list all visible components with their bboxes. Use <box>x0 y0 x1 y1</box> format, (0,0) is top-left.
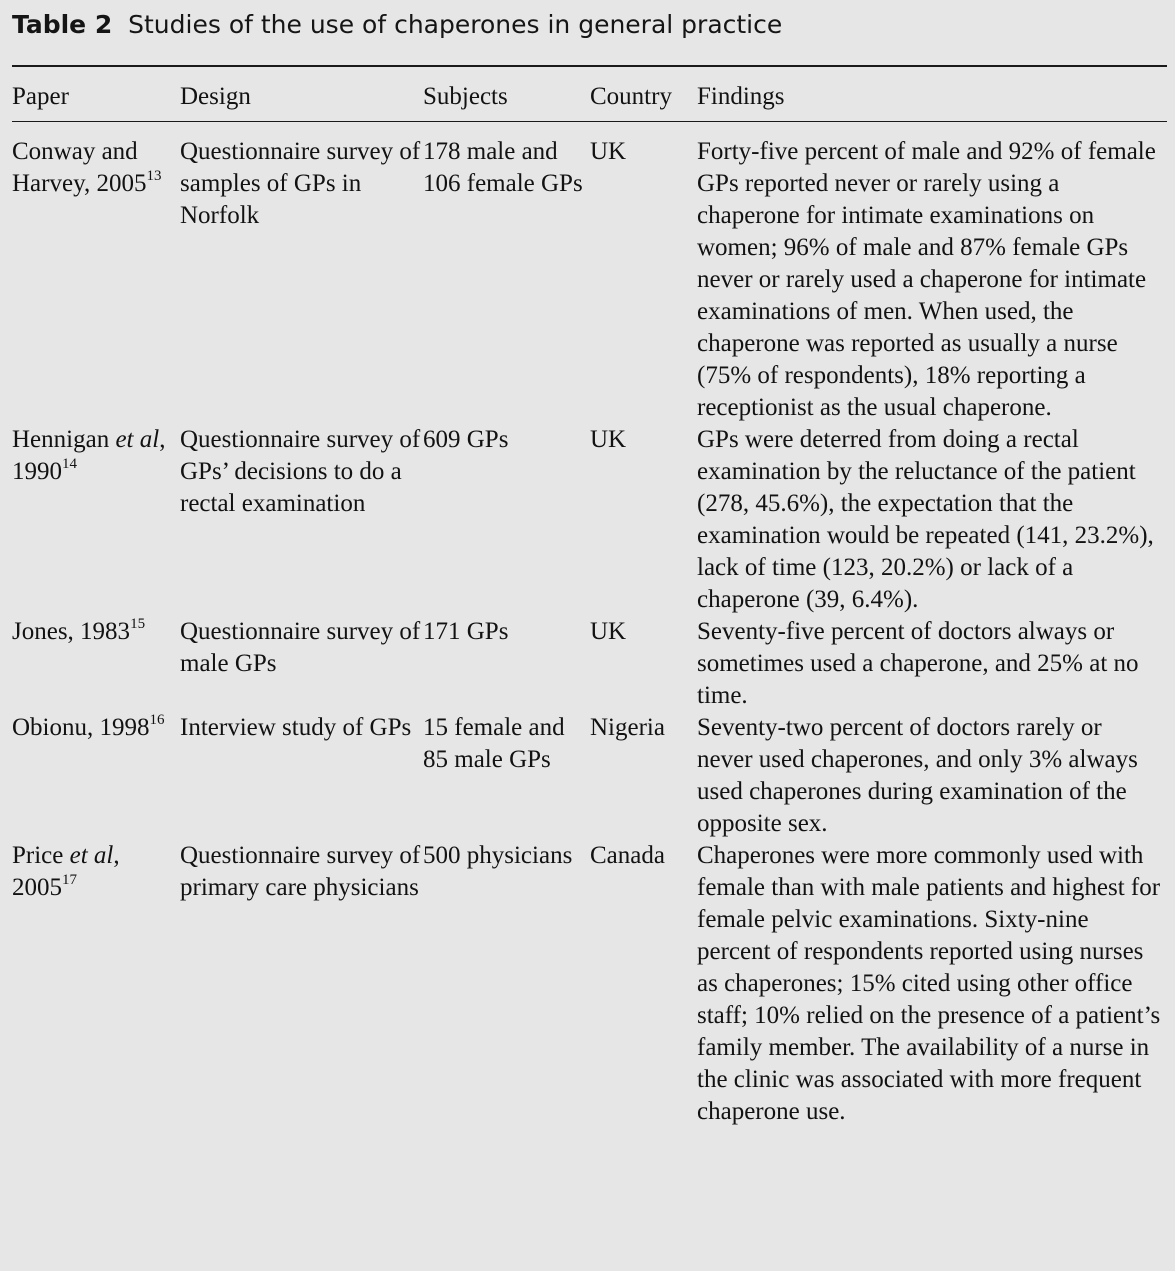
cell-subjects: 178 male and 106 female GPs <box>423 138 583 197</box>
cell-country: Nigeria <box>590 714 665 741</box>
table-caption <box>12 8 782 42</box>
cell-country: Canada <box>590 842 665 869</box>
cell-design: Questionnaire survey of primary care physicians <box>180 842 421 901</box>
cell-findings: Forty-five percent of male and 92% of female GPs reported never or rarely using a chaperone for intimate examinations on women; 96% of male and 87% female GPs never or rarely used a chaperone for intimate examinations of men. When used, the chaperone was reported as usually a nurse (75% of respondents), 18% reporting a receptionist as the usual chaperone. <box>697 138 1156 421</box>
reference-number: 14 <box>62 456 77 472</box>
table-row <box>12 122 1162 424</box>
studies-table <box>12 78 1162 1128</box>
column-header-country: Country <box>590 83 672 110</box>
reference-number: 15 <box>130 616 146 632</box>
cell-country: UK <box>590 618 627 645</box>
table-row <box>12 712 1162 840</box>
column-header-design: Design <box>180 83 251 110</box>
reference-number: 16 <box>149 712 165 728</box>
cell-design: Interview study of GPs <box>180 714 412 741</box>
cell-paper: Conway and Harvey, 2005$^{13}$ <box>12 138 162 197</box>
column-header-findings: Findings <box>697 83 785 110</box>
column-header-paper: Paper <box>12 83 69 110</box>
table-header-row <box>12 78 1162 122</box>
cell-design: Questionnaire survey of male GPs <box>180 618 421 677</box>
cell-paper: Price et al, 2005$^{17}$ <box>12 842 120 901</box>
cell-subjects: 609 GPs <box>423 426 509 453</box>
cell-findings: Chaperones were more commonly used with female than with male patients and highest for female pelvic examinations. Sixty-nine percent of respondents reported using nurses as chaperones; 15% cited using other office staff; 10% relied on the presence of a patient’s family member. The availability of a nurse in the clinic was associated with more frequent chaperone use. <box>697 842 1161 1125</box>
cell-findings: Seventy-five percent of doctors always or sometimes used a chaperone, and 25% at no time. <box>697 618 1139 709</box>
table-top-rule <box>12 65 1167 67</box>
cell-paper: Jones, 1983$^{15}$ <box>12 616 146 645</box>
cell-country: UK <box>590 426 627 453</box>
cell-design: Questionnaire survey of samples of GPs in Norfolk <box>180 138 421 229</box>
cell-paper: Hennigan et al, 1990$^{14}$ <box>12 426 166 485</box>
table-row <box>12 424 1162 616</box>
table-caption-text: Studies of the use of chaperones in general practice <box>128 10 783 39</box>
cell-subjects: 15 female and 85 male GPs <box>423 714 565 773</box>
reference-number: 13 <box>146 168 162 184</box>
table-caption-label: Table 2 <box>12 10 113 39</box>
reference-number: 17 <box>62 872 77 888</box>
table-row <box>12 840 1162 1128</box>
cell-findings: GPs were deterred from doing a rectal examination by the reluctance of the patient (278, 45.6%), the expectation that the examination would be repeated (141, 23.2%), lack of time (123, 20.2%) or lack of a chaperone (39, 6.4%). <box>697 426 1154 613</box>
cell-design: Questionnaire survey of GPs’ decisions to do a rectal examination <box>180 426 421 517</box>
table-row <box>12 616 1162 712</box>
cell-subjects: 500 physicians <box>423 842 573 869</box>
cell-findings: Seventy-two percent of doctors rarely or never used chaperones, and only 3% always used chaperones during examination of the opposite sex. <box>697 714 1138 837</box>
column-header-subjects: Subjects <box>423 83 508 110</box>
cell-subjects: 171 GPs <box>423 618 509 645</box>
cell-country: UK <box>590 138 627 165</box>
cell-paper: Obionu, 1998$^{16}$ <box>12 712 165 741</box>
